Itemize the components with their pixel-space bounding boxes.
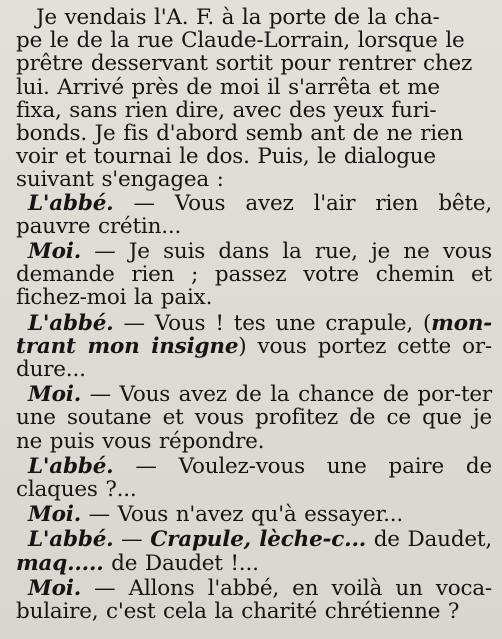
dialogue-text: — Vous avez de la chance de por-ter une soutane et vous profitez de ce que je ne puis vous répondre. [16, 382, 492, 454]
dialogue [16, 192, 492, 624]
dialogue-paragraph [16, 240, 492, 310]
dialogue-text: — Vous n'avez qu'à essayer... [81, 502, 404, 528]
dialogue-text: — Vous ! tes une crapule, ( [113, 310, 432, 336]
intro-line: prêtre desservant sortit pour rentrer chez [16, 51, 473, 77]
intro-line: bonds. Je fis d'abord semb ant de ne rien [16, 121, 464, 147]
stage-direction: maq..... [16, 550, 104, 576]
speaker-name: Moi. [28, 575, 81, 601]
intro-line: pe le de la rue Claude-Lorrain, lorsque le [16, 28, 465, 54]
dialogue-paragraph [16, 312, 492, 382]
intro-line: fixa, sans rien dire, avec des yeux furi- [16, 97, 437, 123]
speaker-name: Moi. [28, 239, 81, 265]
dialogue-text: — Allons l'abbé, en voilà un voca-bulaire, c'est cela la charité chrétienne ? [16, 575, 492, 625]
intro-paragraph [16, 6, 492, 192]
dialogue-text: de Daudet, [366, 527, 492, 553]
speaker-name: Moi. [28, 382, 81, 408]
intro-line: voir et tournai le dos. Puis, le dialogue [16, 144, 436, 170]
dialogue-paragraph [16, 503, 492, 526]
dialogue-text: — Vous avez l'air rien bête, pauvre crétin... [16, 190, 492, 239]
dialogue-text: — [113, 527, 151, 553]
dialogue-paragraph [16, 577, 492, 623]
dialogue-paragraph [16, 192, 492, 238]
stage-direction: Crapule, lèche-c... [150, 527, 367, 553]
dialogue-paragraph [16, 528, 492, 574]
speaker-name: L'abbé. [28, 190, 114, 216]
intro-line: Je vendais l'A. F. à la porte de la cha- [36, 5, 440, 30]
dialogue-text: — Je suis dans la rue, je ne vous demande rien ; passez votre chemin et fichez-moi la paix. [16, 239, 492, 311]
intro-line: suivant s'engagea : [16, 167, 224, 193]
dialogue-paragraph [16, 383, 492, 453]
dialogue-text: de Daudet !... [103, 550, 259, 576]
speaker-name: L'abbé. [28, 527, 114, 553]
speaker-name: Moi. [28, 502, 81, 528]
dialogue-text: ) vous portez cette or-dure... [16, 333, 492, 383]
speaker-name: L'abbé. [28, 310, 114, 336]
dialogue-text: — Voulez-vous une paire de claques ?... [16, 453, 492, 503]
stage-direction: mon-trant mon insigne [16, 310, 492, 359]
intro-line: lui. Arrivé près de moi il s'arrêta et me [16, 74, 440, 100]
speaker-name: L'abbé. [28, 453, 114, 479]
dialogue-paragraph [16, 455, 492, 501]
